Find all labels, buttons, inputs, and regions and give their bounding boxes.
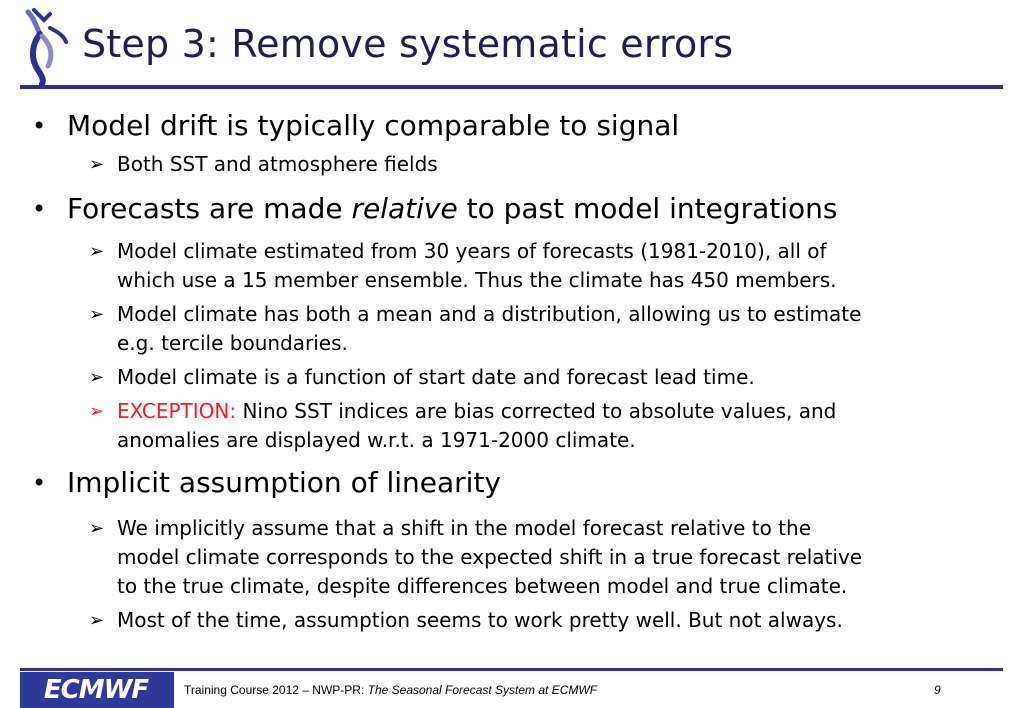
bullet-text-before: Forecasts are made <box>67 192 352 225</box>
arrow-bullet-icon: ➢ <box>89 518 105 539</box>
sub-bullet <box>30 237 1015 295</box>
footer-separator <box>172 672 174 708</box>
ecmwf-logo <box>20 672 172 708</box>
arrow-bullet-icon: ➢ <box>89 610 105 631</box>
sub-bullet <box>30 514 1015 601</box>
sub-bullet <box>30 300 1015 358</box>
sub-bullet <box>30 363 1015 392</box>
sub-bullet-text: Both SST and atmosphere fields <box>117 152 438 176</box>
exception-label: EXCEPTION: <box>117 399 237 423</box>
footer-divider <box>20 668 1003 671</box>
slide-title: Step 3: Remove systematic errors <box>82 22 734 66</box>
bullet-model-drift <box>30 104 1015 148</box>
bullet-text: Model drift is typically comparable to signal <box>67 109 680 142</box>
footer-course-title: The Seasonal Forecast System at ECMWF <box>367 683 598 697</box>
bullet-dot: • <box>32 112 47 140</box>
bullet-forecasts-relative <box>30 187 1015 231</box>
arrow-bullet-icon: ➢ <box>89 154 105 175</box>
arrow-bullet-icon: ➢ <box>89 401 105 422</box>
sub-bullet <box>30 150 1015 179</box>
slide-content <box>30 104 1015 635</box>
sub-bullet-line: Model climate has both a mean and a distribution, allowing us to estimate <box>117 302 862 326</box>
bullet-text: Implicit assumption of linearity <box>67 466 501 499</box>
sub-bullet-line: e.g. tercile boundaries. <box>117 331 348 355</box>
arrow-bullet-icon: ➢ <box>89 367 105 388</box>
bullet-dot: • <box>32 195 47 223</box>
bullet-text-after: to past model integrations <box>457 192 838 225</box>
sub-bullet <box>30 606 1015 635</box>
footer-course-text: Training Course 2012 – NWP-PR: <box>184 683 368 697</box>
sub-bullet-line: Model climate estimated from 30 years of forecasts (1981-2010), all of <box>117 239 827 263</box>
ecmwf-logo-text: ECMWF <box>43 675 149 705</box>
sub-bullet-line: We implicitly assume that a shift in the model forecast relative to the <box>117 516 811 540</box>
sub-bullet-line: to the true climate, despite differences between model and true climate. <box>117 574 848 598</box>
bullet-text-emphasis: relative <box>351 192 458 225</box>
sub-bullet-exception <box>30 397 1015 455</box>
title-divider <box>20 85 1003 89</box>
sub-bullet-line: Nino SST indices are bias corrected to absolute values, and <box>236 399 837 423</box>
sub-bullet-line: anomalies are displayed w.r.t. a 1971-2000 climate. <box>117 428 636 452</box>
page-number: 9 <box>934 683 941 697</box>
arrow-bullet-icon: ➢ <box>89 304 105 325</box>
sub-bullet-line: model climate corresponds to the expected shift in a true forecast relative <box>117 545 863 569</box>
bullet-linearity <box>30 461 1015 505</box>
sub-bullet-line: which use a 15 member ensemble. Thus the climate has 450 members. <box>117 268 837 292</box>
ecmwf-emblem-icon <box>20 8 70 86</box>
bullet-dot: • <box>32 469 47 497</box>
footer-course <box>184 682 597 698</box>
sub-bullet-text: Most of the time, assumption seems to work pretty well. But not always. <box>117 608 843 632</box>
arrow-bullet-icon: ➢ <box>89 241 105 262</box>
sub-bullet-text: Model climate is a function of start date and forecast lead time. <box>117 365 755 389</box>
